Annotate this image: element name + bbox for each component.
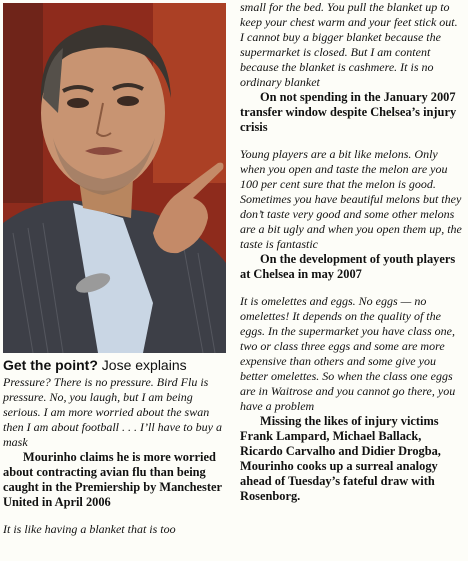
caption-rest: Jose explains (101, 357, 187, 373)
right-column (240, 0, 464, 504)
quote-bird-flu: Pressure? There is no pressure. Bird Flu is pressure. No, you laugh, but I am being serious. I am more worried about the swan then I am about football . . . I’ll have to buy a mask (3, 375, 222, 449)
context-transfer-window: On not spending in the January 2007 transfer window despite Chelsea’s injury crisis (240, 90, 457, 134)
portrait-illustration (3, 3, 226, 353)
quote-blanket-start: It is like having a blanket that is too (3, 522, 176, 536)
caption-bold: Get the point? (3, 357, 98, 373)
mourinho-photo (3, 3, 226, 353)
left-column (3, 3, 230, 537)
context-injuries: Missing the likes of injury victims Frank Lampard, Michael Ballack, Ricardo Carvalho and Didier Drogba, Mourinho cooks up a surreal analogy ahead of Tuesday’s fateful draw with Rosenborg. (240, 414, 441, 503)
quote-melons: Young players are a bit like melons. Only when you open and taste the melon are you 100 per cent sure that the melon is good. Sometimes you have beautiful melons but they don’t taste very good and some other melons are a bit ugly and when you open them up, the taste is fantastic (240, 147, 462, 251)
context-bird-flu: Mourinho claims he is more worried about contracting avian flu than being caught in the Premiership by Manchester United in April 2006 (3, 450, 222, 509)
photo-caption (3, 357, 230, 373)
quote-omelettes: It is omelettes and eggs. No eggs — no omelettes! It depends on the quality of the eggs. In the supermarket you have class one, two or class three eggs and some are more expensive than others and some give you better omelettes. So when the class one eggs are in Waitrose and you cannot go there, you have a problem (240, 294, 456, 413)
quote-blanket-end: small for the bed. You pull the blanket up to keep your chest warm and your feet stick out. I cannot buy a bigger blanket because the supermarket is closed. But I am content because the blanket is cashmere. It is no ordinary blanket (240, 0, 458, 89)
context-youth-players: On the development of youth players at Chelsea in may 2007 (240, 252, 456, 281)
